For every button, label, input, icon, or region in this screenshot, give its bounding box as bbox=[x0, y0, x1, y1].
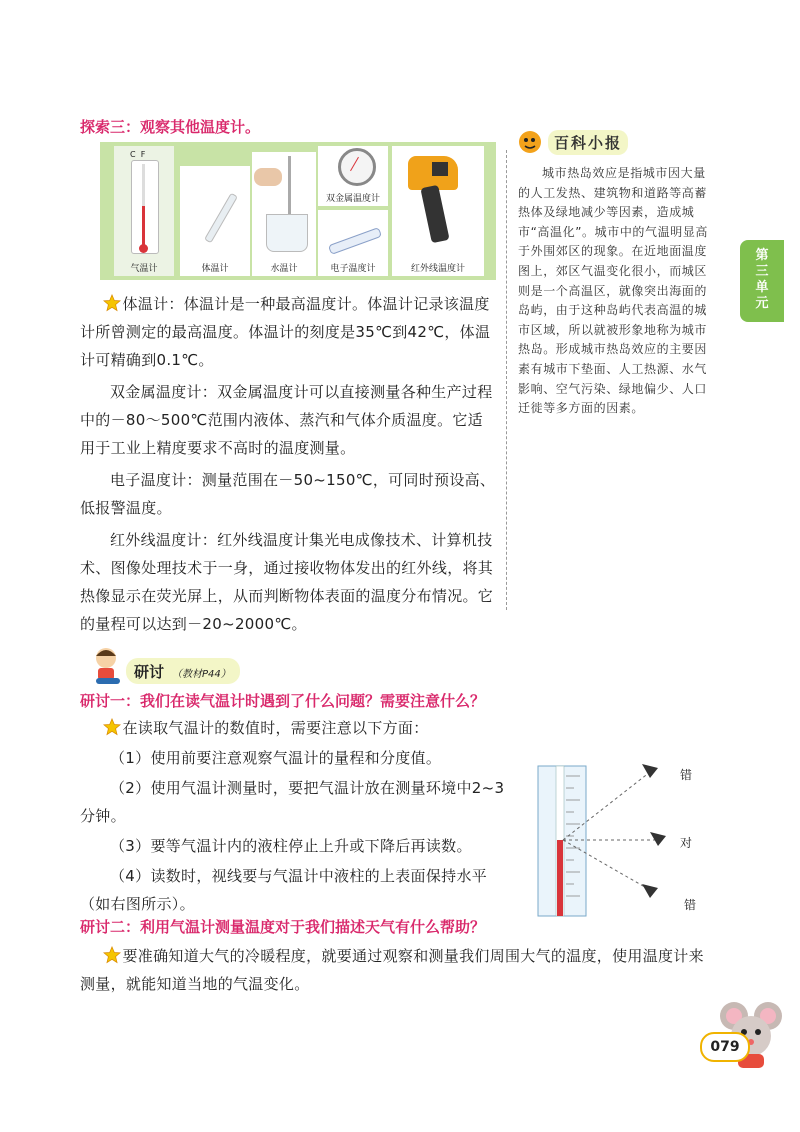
sidebar-body: 城市热岛效应是指城市因大量的人工发热、建筑物和道路等高蓄热体及绿地减少等因素，造成城市“高温化”。城市中的气温明显高于外围郊区的现象。在近地面温度图上，郊区气温变化很小，而城区则是一个高温区，就像突出海面的岛屿，由于这种岛屿代表高温的城市区域，所以就被形象地称为城市热岛。形成城市热岛效应的主要因素有城市下垫面、人工热源、水气影响、空气污染、绿地偏少、人口迁徙等多方面的因素。 bbox=[518, 166, 709, 416]
fahrenheit-label: F bbox=[140, 150, 146, 159]
mascot-icon bbox=[516, 128, 546, 156]
bimetal-thermometer-photo bbox=[318, 146, 388, 206]
body-thermometer-photo bbox=[180, 166, 250, 276]
star-icon bbox=[103, 946, 121, 964]
celsius-label: C bbox=[130, 150, 136, 159]
boy-mascot-icon bbox=[86, 644, 126, 688]
a2-text: 要准确知道大气的冷暖程度，就要通过观察和测量我们周围大气的温度，使用温度计来测量，就能知道当地的气温变化。 bbox=[80, 947, 704, 993]
eye-icon bbox=[650, 832, 666, 846]
a1-intro: 在读取气温计的数值时，需要注意以下方面： bbox=[122, 719, 429, 737]
a1-item: （1）使用前要注意观察气温计的量程和分度值。 bbox=[110, 749, 442, 767]
thermometer-photo-strip bbox=[100, 142, 496, 280]
electronic-thermometer-photo bbox=[318, 210, 388, 276]
photo-caption: 体温计 bbox=[201, 264, 229, 274]
diagram-label-wrong-top: 错 bbox=[680, 768, 693, 782]
star-icon bbox=[103, 718, 121, 736]
photo-caption: 红外线温度计 bbox=[410, 264, 465, 274]
discussion-ref: （教材P44） bbox=[172, 669, 231, 680]
unit-tab bbox=[740, 240, 784, 322]
a1-item: （4）读数时，视线要与气温计中液柱的上表面保持水平（如右图所示）。 bbox=[80, 867, 488, 913]
infrared-thermometer-photo bbox=[392, 146, 484, 276]
eye-icon bbox=[642, 884, 658, 898]
water-thermometer-photo bbox=[252, 152, 316, 276]
sidebar-title: 百科小报 bbox=[548, 130, 628, 155]
photo-caption: 水温计 bbox=[270, 264, 298, 274]
discussion-q2: 研讨二：利用气温计测量温度对于我们描述天气有什么帮助？ bbox=[80, 918, 486, 936]
page-number: 079 bbox=[700, 1032, 750, 1062]
discussion-a2 bbox=[80, 942, 716, 998]
electronic-paragraph: 电子温度计：测量范围在－50~150℃，可同时预设高、低报警温度。 bbox=[80, 471, 496, 517]
infrared-paragraph: 红外线温度计：红外线温度计集光电成像技术、计算机技术、图像处理技术于一身，通过接收物体发出的红外线，将其热像显示在荧光屏上，从而判断物体表面的温度分布情况。它的量程可以达到－20~2000℃。 bbox=[80, 531, 494, 633]
sidebar-header bbox=[516, 128, 636, 156]
star-icon bbox=[103, 294, 121, 312]
discussion-banner bbox=[126, 658, 240, 684]
photo-caption: 双金属温度计 bbox=[325, 194, 380, 204]
liquid-column bbox=[557, 840, 563, 916]
photo-caption: 气温计 bbox=[130, 264, 158, 274]
sidebar-divider bbox=[506, 150, 507, 610]
a1-intro-line bbox=[80, 714, 516, 742]
photo-caption: 电子温度计 bbox=[330, 264, 376, 274]
explore-title: 探索三：观察其他温度计。 bbox=[80, 118, 261, 136]
discussion-title: 研讨 bbox=[134, 663, 165, 681]
bimetal-paragraph: 双金属温度计：双金属温度计可以直接测量各种生产过程中的－80～500℃范围内液体、蒸汽和气体介质温度。它适用于工业上精度要求不高时的温度测量。 bbox=[80, 383, 493, 457]
explore-text bbox=[80, 290, 496, 638]
discussion-q1: 研讨一：我们在读气温计时遇到了什么问题？需要注意什么？ bbox=[80, 692, 486, 710]
body-thermometer-paragraph bbox=[80, 290, 496, 374]
diagram-label-wrong-bottom: 错 bbox=[684, 898, 697, 912]
diagram-label-correct: 对 bbox=[680, 836, 693, 850]
unit-tab-label: 第三单元 bbox=[755, 248, 769, 311]
paragraph-text: 体温计：体温计是一种最高温度计。体温计记录该温度计所曾测定的最高温度。体温计的刻度是35℃到42℃，体温计可精确到0.1℃。 bbox=[80, 295, 491, 369]
discussion-a1 bbox=[80, 714, 516, 918]
a1-item: （3）要等气温计内的液柱停止上升或下降后再读数。 bbox=[110, 837, 472, 855]
a1-item: （2）使用气温计测量时，要把气温计放在测量环境中2~3分钟。 bbox=[80, 779, 505, 825]
air-thermometer-photo bbox=[114, 146, 174, 276]
